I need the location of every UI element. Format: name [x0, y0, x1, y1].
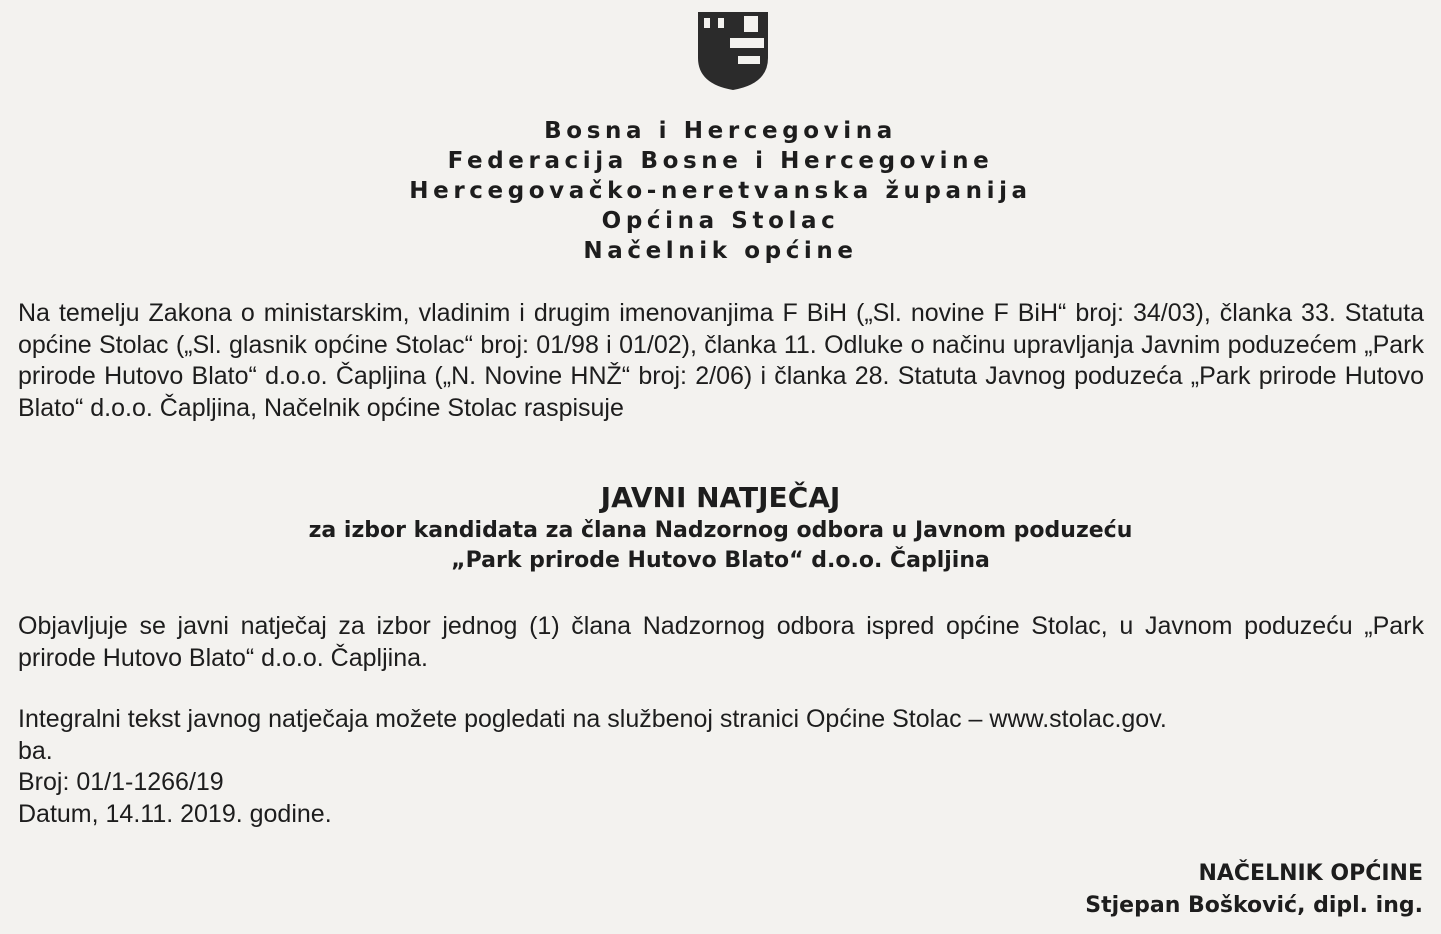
signatory-name: Stjepan Bošković, dipl. ing.	[1085, 893, 1423, 918]
header-canton: Hercegovačko-neretvanska županija	[409, 178, 1032, 204]
notice-title-block	[0, 480, 1441, 576]
header-office: Načelnik općine	[583, 238, 858, 264]
reference-number: Broj: 01/1-1266/19	[18, 768, 224, 796]
legal-basis-paragraph: Na temelju Zakona o ministarskim, vladinim i drugim imenovanjima F BiH („Sl. novine F BiH“ broj: 34/03), članka 33. Statuta općine Stolac („Sl. glasnik općine Stolac“ broj: 01/98 i 01/02), članka 11. Odluke o načinu upravljanja Javnim poduzećem „Park prirode Hutovo Blato“ d.o.o. Čapljina („N. Novine HNŽ“ broj: 2/06) i članka 28. Statuta Javnog poduzeća „Park prirode Hutovo Blato“ d.o.o. Čapljina, Načelnik općine Stolac raspisuje	[18, 299, 1424, 422]
header-municipality: Općina Stolac	[601, 208, 840, 234]
notice-subtitle-line-1: za izbor kandidata za člana Nadzornog odbora u Javnom poduzeću	[308, 518, 1133, 543]
issuer-header	[0, 116, 1441, 266]
notice-subtitle-line-2: „Park prirode Hutovo Blato“ d.o.o. Čapljina	[451, 548, 990, 573]
website-text-continuation: ba.	[18, 736, 53, 765]
signature-block	[1085, 858, 1423, 922]
signatory-title: NAČELNIK OPĆINE	[1198, 861, 1423, 886]
issue-date: Datum, 14.11. 2019. godine.	[18, 799, 332, 828]
municipality-crest-icon	[694, 10, 772, 92]
details-block	[18, 704, 1424, 830]
website-text: Integralni tekst javnog natječaja možete pogledati na službenoj stranici Općine Stolac – www.stolac.gov.	[18, 705, 1167, 733]
header-federation: Federacija Bosne i Hercegovine	[447, 148, 994, 174]
announcement-paragraph: Objavljuje se javni natječaj za izbor jednog (1) člana Nadzornog odbora ispred općine Stolac, u Javnom poduzeću „Park prirode Hutovo Blato“ d.o.o. Čapljina.	[18, 612, 1424, 672]
header-country: Bosna i Hercegovina	[544, 118, 897, 144]
notice-title: JAVNI NATJEČAJ	[600, 481, 841, 514]
